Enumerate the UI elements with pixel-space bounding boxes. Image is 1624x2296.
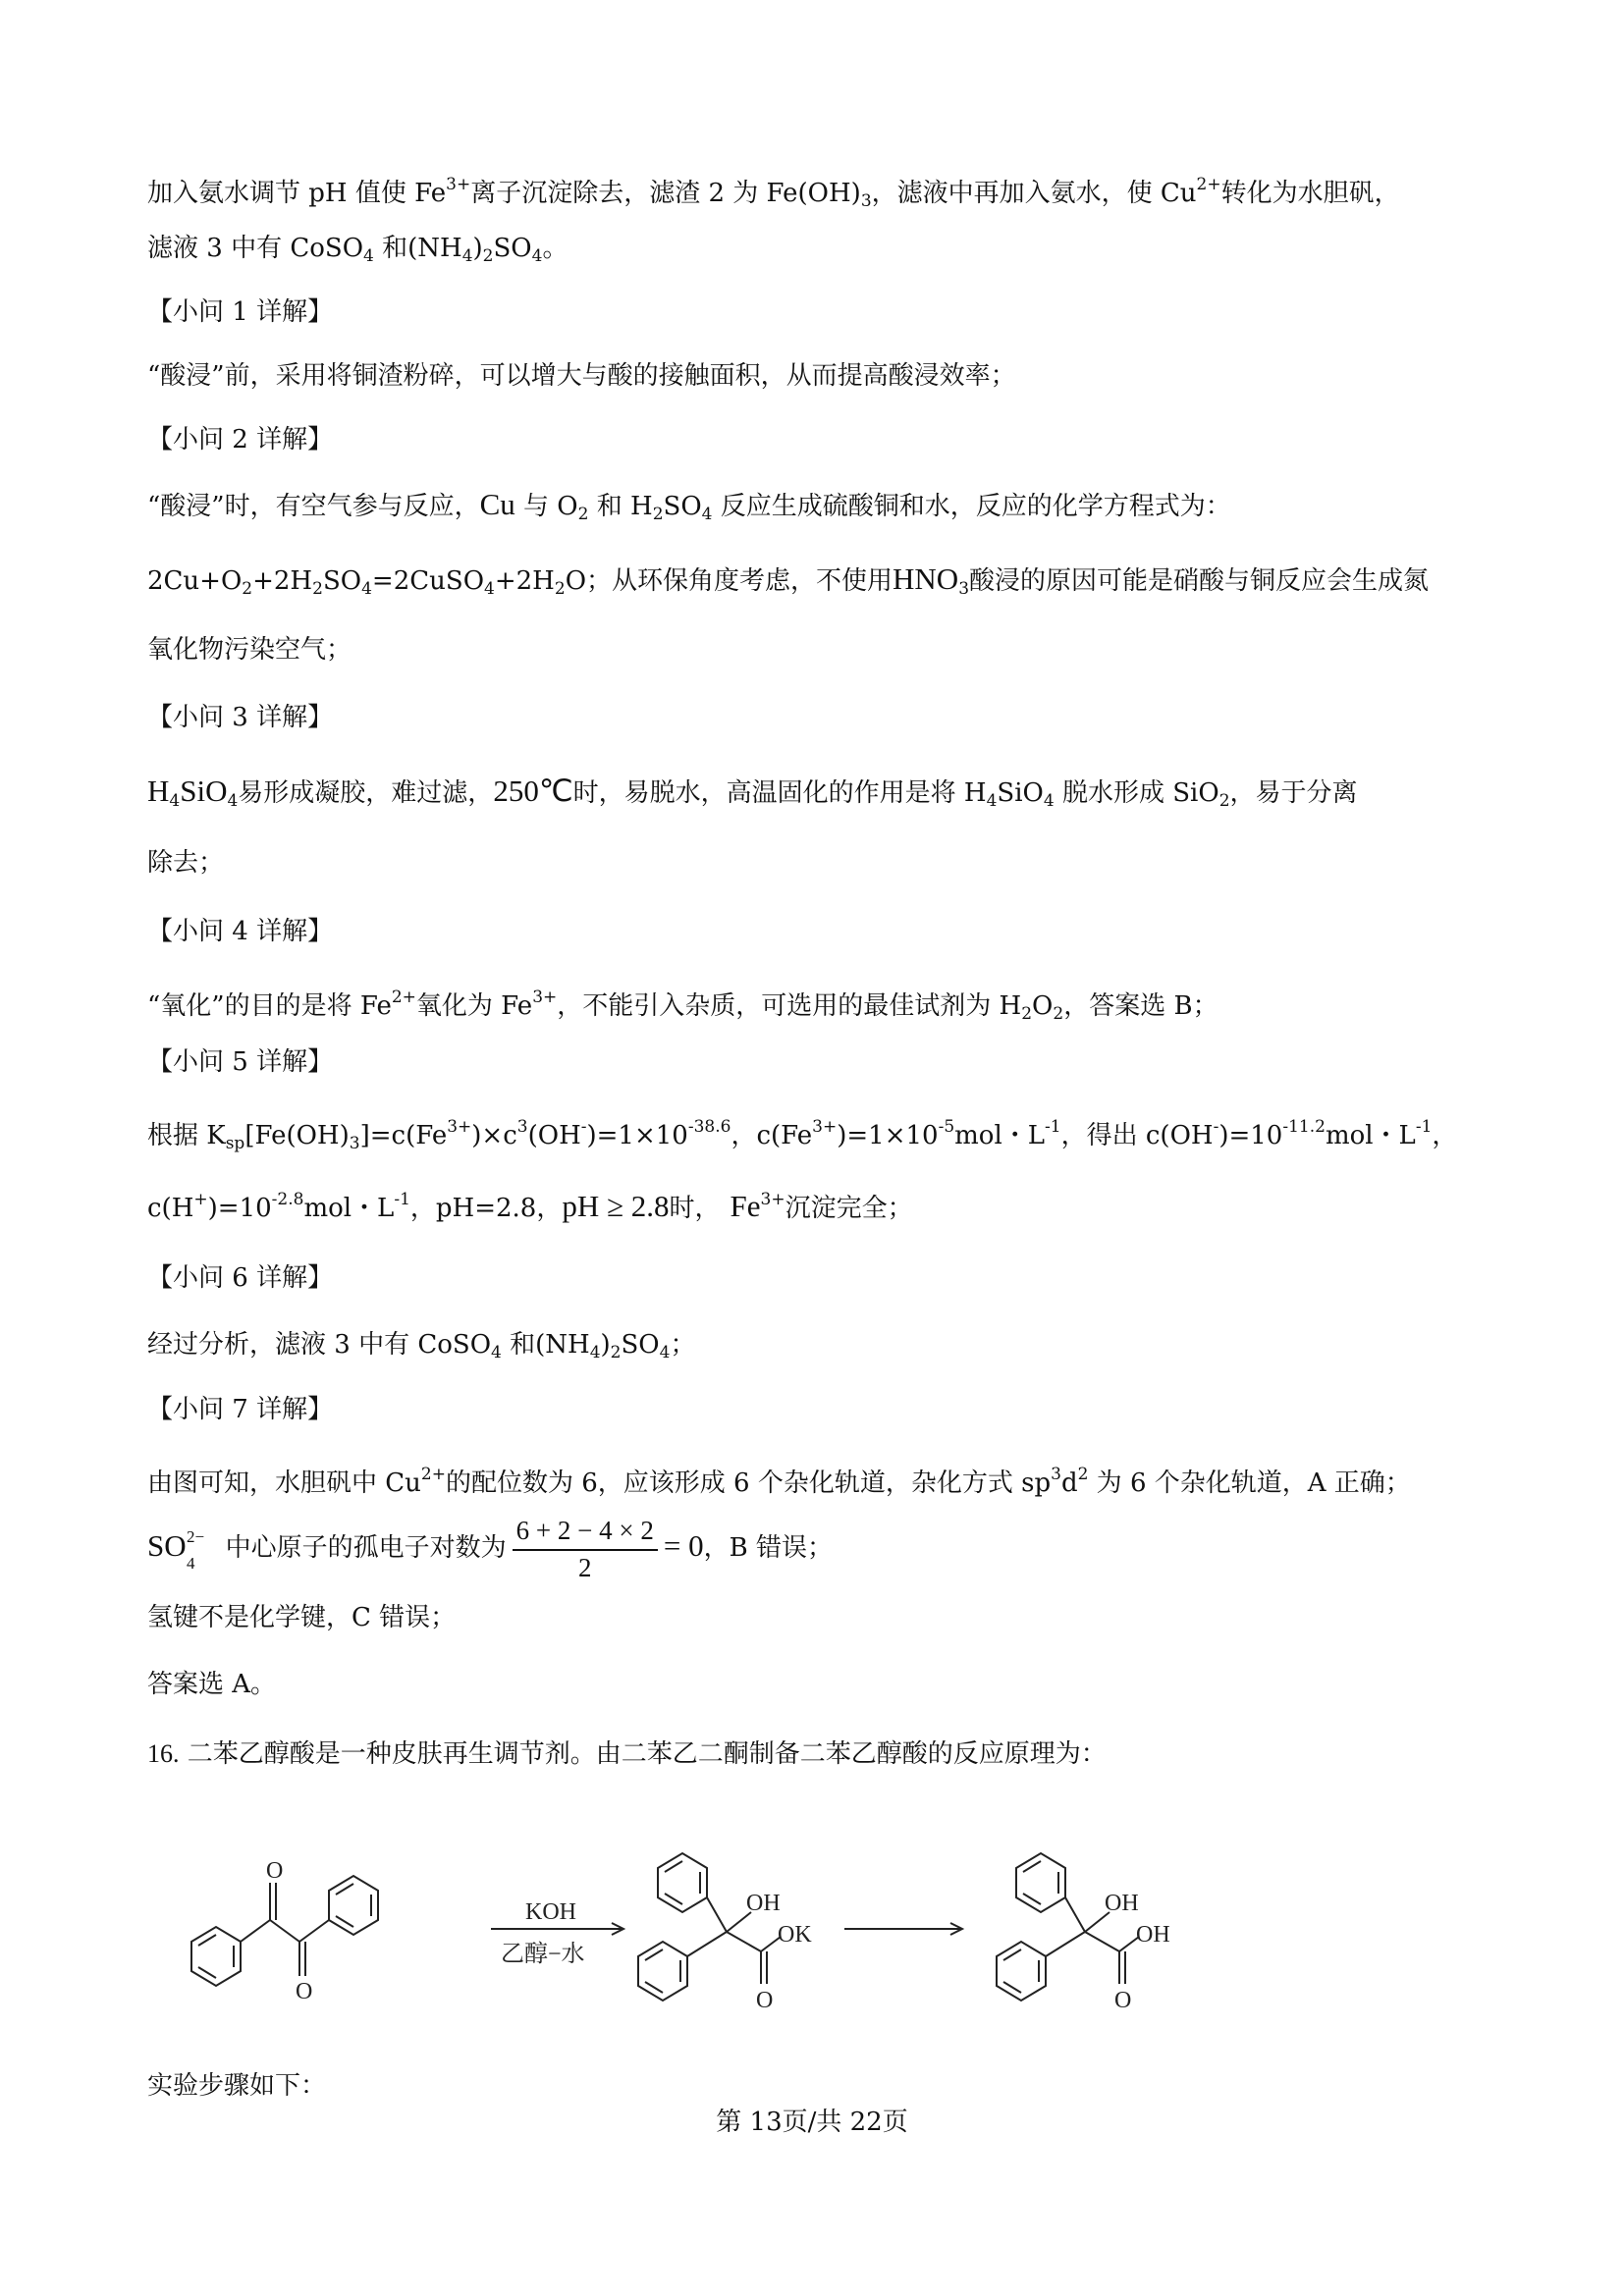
section-heading: 【小问 5 详解】 [147, 1047, 334, 1077]
text-line: “酸浸”时，有空气参与反应，Cu 与 $O_2$ 和 $H_2SO_4$ 反应生成硫酸铜和水，反应的化学方程式为： [147, 487, 1231, 524]
text-line: 经过分析，滤液 3 中有 CoSO$_4$ 和$(NH_4)_2SO_4$； [147, 1330, 696, 1362]
text-line: “酸浸”前，采用将铜渣粉碎，可以增大与酸的接触面积，从而提高酸浸效率； [147, 361, 1016, 391]
benzene-ring [997, 1942, 1046, 2001]
section-heading: 【小问 3 详解】 [147, 703, 334, 732]
bond [270, 1920, 299, 1942]
oxygen-label: O [1114, 1988, 1132, 2013]
text-line: 根据 $K_{sp}[Fe(OH)_3]=c(Fe^{3+})\times c^3(OH^-)=1\times 10^{-38.6}$，$c(Fe^{3+})=1\times 10^{-5}mol$・$L^{-1}$，得出 $c(OH^-)=10^{-11.2}mol$・$L^{-1}$， [147, 1117, 1458, 1153]
text-line: $2Cu+O_2+2H_2SO_4=2CuSO_4+2H_2O$；从环保角度考虑，不使用$HNO_3$酸浸的原因可能是硝酸与铜反应会生成氮 [147, 561, 1430, 599]
text-line: 实验步骤如下： [147, 2071, 327, 2101]
text-line: 答案选 A。 [147, 1670, 277, 1699]
benzene-ring [191, 1927, 241, 1986]
text-line: “氧化”的目的是将 $Fe^{2+}$氧化为 $Fe^{3+}$，不能引入杂质，可选用的最佳试剂为 $H_2O_2$，答案选 B； [147, 988, 1218, 1024]
reagent-solvent: 乙醇−水 [501, 1942, 585, 1967]
reagent-koh: KOH [525, 1899, 576, 1925]
oxygen-label: O [296, 1979, 313, 2004]
section-heading: 【小问 1 详解】 [147, 297, 334, 327]
text-line: 滤液 3 中有 CoSO$_4$ 和$(NH_4)_2SO_4$。 [147, 234, 568, 266]
page-footer: 第 13页/共 22页 [716, 2108, 908, 2137]
oxygen-label: O [266, 1858, 284, 1884]
text-line: 由图可知，水胆矾中 $Cu^{2+}$的配位数为 6，应该形成 6 个杂化轨道，杂化方式 $sp^3d^2$ 为 6 个杂化轨道，A 正确； [147, 1465, 1411, 1498]
sulfate-ion: SO 2− 4 [147, 1527, 205, 1573]
benzene-ring [329, 1876, 378, 1935]
carboxyl-oh-label: OH [1136, 1922, 1170, 1948]
section-heading: 【小问 7 详解】 [147, 1395, 334, 1424]
reaction-scheme [177, 1819, 1316, 2015]
fraction: $\frac{6 + 2 - 4 \times 2}{2}$ [513, 1514, 658, 1584]
oxygen-label: O [756, 1988, 774, 2013]
benzene-ring [658, 1853, 707, 1912]
hydroxyl-label: OH [1105, 1891, 1139, 1916]
text-line: 氢键不是化学键，C 错误； [147, 1603, 457, 1632]
question-16: 16. 二苯乙醇酸是一种皮肤再生调节剂。由二苯乙二酮制备二苯乙醇酸的反应原理为： [147, 1739, 1107, 1769]
bond [299, 1920, 329, 1942]
text-line: $H_4SiO_4$易形成凝胶，难过滤，250℃时，易脱水，高温固化的作用是将 $H_4SiO_4$ 脱水形成 SiO$_2$，易于分离 [147, 774, 1358, 811]
benzene-ring [1016, 1853, 1065, 1912]
text-line-formula: SO 2− 4 中心原子的孤电子对数为 $\frac{6 + 2 - 4 \times 2}{2}$ = 0，B 错误； [147, 1510, 833, 1582]
text-line: 除去； [147, 848, 225, 878]
section-heading: 【小问 4 详解】 [147, 917, 334, 946]
carboxylate-label: OK [778, 1922, 812, 1948]
section-heading: 【小问 6 详解】 [147, 1263, 334, 1293]
text-line: 加入氨水调节 pH 值使 $Fe^{3+}$离子沉淀除去，滤渣 2 为 $Fe(OH)_3$，滤液中再加入氨水，使 $Cu^{2+}$转化为水胆矾， [147, 175, 1400, 211]
bond [241, 1920, 270, 1942]
text-line: 氧化物污染空气； [147, 635, 352, 665]
hydroxyl-label: OH [746, 1891, 781, 1916]
benzene-ring [638, 1942, 687, 2001]
text-line: $c(H^+)=10^{-2.8}mol$・$L^{-1}$，pH=2.8，pH ≥ 2.8时， $Fe^{3+}$沉淀完全； [147, 1189, 913, 1223]
section-heading: 【小问 2 详解】 [147, 425, 334, 454]
